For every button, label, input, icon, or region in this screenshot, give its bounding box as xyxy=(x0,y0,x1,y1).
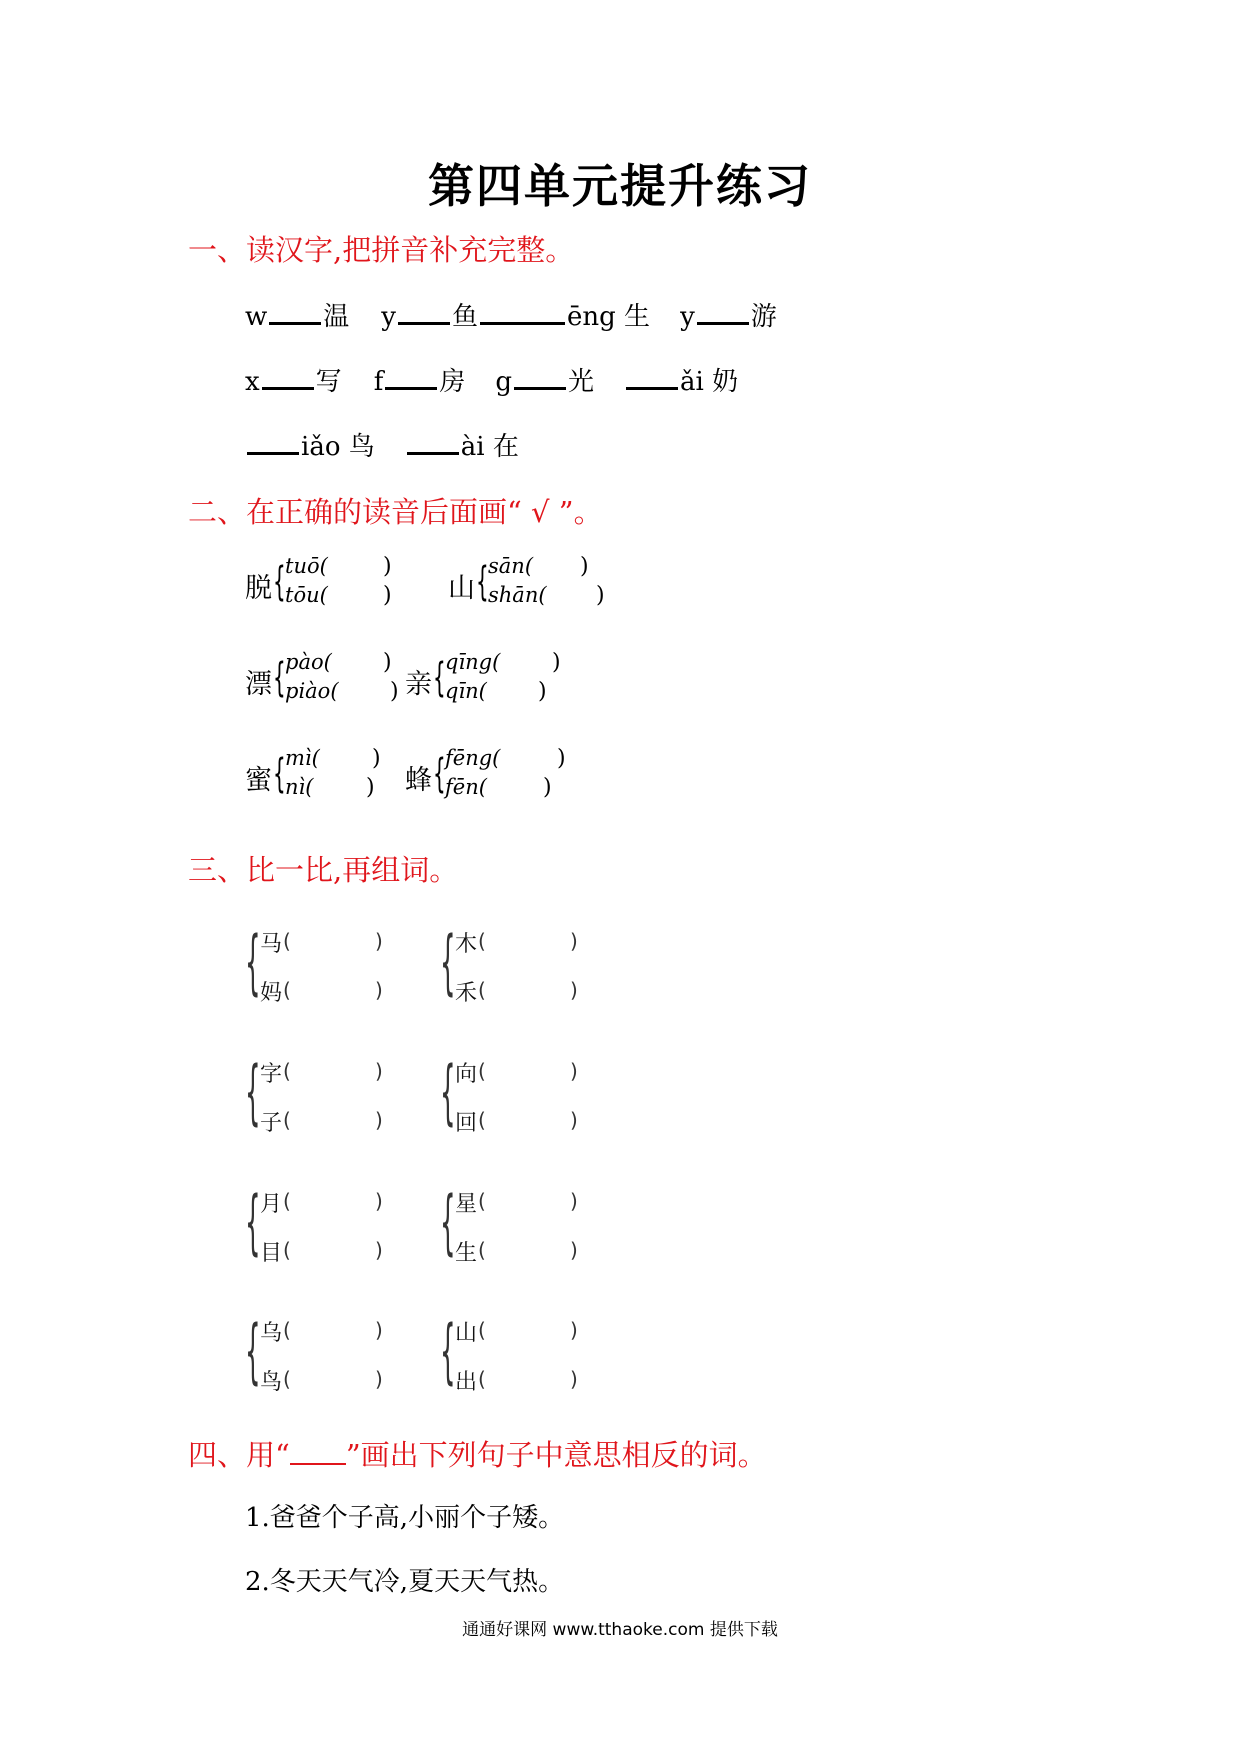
pinyin-blank[interactable] xyxy=(262,365,314,390)
hanzi-a: 山 xyxy=(455,1321,478,1346)
compare-pair xyxy=(440,1301,600,1401)
brace-icon: { xyxy=(273,559,286,605)
paren-close[interactable]: ) xyxy=(570,1059,578,1083)
brace-icon: { xyxy=(245,1181,261,1263)
paren-open: ( xyxy=(283,1367,291,1391)
paren-open: ( xyxy=(283,1189,291,1213)
hanzi-b: 子 xyxy=(260,1111,283,1136)
compare-pair xyxy=(440,912,600,1012)
brace-icon: { xyxy=(440,1310,456,1392)
paren-close[interactable]: ) xyxy=(557,746,566,771)
hanzi-b: 出 xyxy=(455,1370,478,1395)
hanzi-a: 马 xyxy=(260,932,283,957)
section-4-heading-pre: 四、用“ xyxy=(188,1438,290,1472)
section-4-heading-post: ”画出下列句子中意思相反的词。 xyxy=(345,1438,767,1472)
hanzi: 蜜 xyxy=(245,765,272,796)
paren-open: ( xyxy=(283,1059,291,1083)
pinyin-prefix: g xyxy=(495,367,512,397)
pinyin-suffix: ēng xyxy=(567,302,616,332)
hanzi-a: 木 xyxy=(455,932,478,957)
sentence-2: 2.冬天天气冷,夏天天气热。 xyxy=(245,1567,565,1597)
pinyin-option-b: shān( xyxy=(488,583,547,607)
brace-icon: { xyxy=(433,751,446,797)
pinyin-option-a: fēng( xyxy=(445,746,501,770)
hanzi: 温 xyxy=(323,302,350,332)
brace-icon: { xyxy=(245,1310,261,1392)
pinyin-row-2 xyxy=(245,361,738,398)
hanzi: 脱 xyxy=(245,573,272,604)
brace-icon: { xyxy=(273,655,286,701)
pinyin-blank[interactable] xyxy=(269,300,321,325)
paren-close[interactable]: ) xyxy=(375,1238,383,1262)
paren-close[interactable]: ) xyxy=(570,1367,578,1391)
brace-icon: { xyxy=(476,559,489,605)
paren-close[interactable]: ) xyxy=(570,1318,578,1342)
brace-icon: { xyxy=(440,921,456,1003)
paren-open: ( xyxy=(478,929,486,953)
paren-open: ( xyxy=(478,1367,486,1391)
paren-open: ( xyxy=(478,1189,486,1213)
pinyin-option-a: pào( xyxy=(285,650,332,674)
hanzi: 鸟 xyxy=(348,432,375,462)
section-2-heading: 二、在正确的读音后面画“ √ ”。 xyxy=(188,495,603,529)
pinyin-option-b: nì( xyxy=(285,775,314,799)
hanzi: 房 xyxy=(439,367,466,397)
pinyin-prefix: y xyxy=(381,302,396,332)
pinyin-suffix: ǎi xyxy=(680,367,704,397)
pinyin-prefix: y xyxy=(680,302,695,332)
brace-icon: { xyxy=(440,1181,456,1263)
paren-close[interactable]: ) xyxy=(580,554,589,579)
compare-pair xyxy=(245,1301,405,1401)
pinyin-blank[interactable] xyxy=(697,300,749,325)
pinyin-option-a: qīng( xyxy=(445,650,501,674)
paren-close[interactable]: ) xyxy=(570,1108,578,1132)
hanzi: 亲 xyxy=(405,669,432,700)
paren-close[interactable]: ) xyxy=(383,650,392,675)
paren-open: ( xyxy=(283,1108,291,1132)
paren-close[interactable]: ) xyxy=(552,650,561,675)
compare-pair xyxy=(245,912,405,1012)
hanzi-b: 目 xyxy=(260,1241,283,1266)
pinyin-row-3 xyxy=(245,426,519,463)
hanzi-b: 生 xyxy=(455,1241,478,1266)
pinyin-blank[interactable] xyxy=(407,430,459,455)
hanzi: 鱼 xyxy=(451,302,478,332)
paren-open: ( xyxy=(478,1238,486,1262)
paren-close[interactable]: ) xyxy=(570,978,578,1002)
hanzi: 漂 xyxy=(245,669,272,700)
hanzi-a: 乌 xyxy=(260,1321,283,1346)
compare-pair xyxy=(440,1042,600,1142)
paren-open: ( xyxy=(478,1059,486,1083)
paren-open: ( xyxy=(478,1108,486,1132)
pinyin-blank[interactable] xyxy=(514,365,566,390)
pinyin-blank[interactable] xyxy=(626,365,678,390)
paren-close[interactable]: ) xyxy=(383,554,392,579)
paren-close[interactable]: ) xyxy=(375,1059,383,1083)
paren-close[interactable]: ) xyxy=(375,978,383,1002)
paren-open: ( xyxy=(283,978,291,1002)
paren-close[interactable]: ) xyxy=(375,1367,383,1391)
hanzi: 写 xyxy=(315,367,342,397)
brace-icon: { xyxy=(245,1051,261,1133)
paren-open: ( xyxy=(283,1318,291,1342)
section-1-heading: 一、读汉字,把拼音补充完整。 xyxy=(188,233,575,267)
hanzi: 蜂 xyxy=(405,765,432,796)
hanzi: 在 xyxy=(492,432,519,462)
pinyin-prefix: f xyxy=(373,367,384,397)
pinyin-blank[interactable] xyxy=(480,300,565,325)
page-title: 第四单元提升练习 xyxy=(428,159,812,213)
hanzi: 光 xyxy=(567,367,594,397)
pinyin-option-b: qīn( xyxy=(445,679,487,703)
paren-close[interactable]: ) xyxy=(570,1238,578,1262)
paren-open: ( xyxy=(478,978,486,1002)
paren-close[interactable]: ) xyxy=(538,679,547,704)
sentence-1: 1.爸爸个子高,小丽个子矮。 xyxy=(245,1503,565,1533)
pinyin-option-b: fēn( xyxy=(445,775,487,799)
paren-close[interactable]: ) xyxy=(366,775,375,800)
paren-close[interactable]: ) xyxy=(375,1189,383,1213)
underline-sample xyxy=(290,1441,346,1465)
section-3-heading: 三、比一比,再组词。 xyxy=(188,853,459,887)
pinyin-blank[interactable] xyxy=(398,300,450,325)
brace-icon: { xyxy=(245,921,261,1003)
paren-close[interactable]: ) xyxy=(596,583,605,608)
pinyin-blank[interactable] xyxy=(385,365,437,390)
hanzi-a: 星 xyxy=(455,1192,478,1217)
hanzi-b: 回 xyxy=(455,1111,478,1136)
pinyin-option-a: mì( xyxy=(285,746,320,770)
pinyin-prefix: w xyxy=(245,302,268,332)
pinyin-option-a: sān( xyxy=(488,554,534,578)
hanzi-b: 禾 xyxy=(455,981,478,1006)
paren-open: ( xyxy=(283,1238,291,1262)
hanzi: 游 xyxy=(750,302,777,332)
footer-source: 通通好课网 www.tthaoke.com 提供下载 xyxy=(462,1620,778,1640)
compare-pair xyxy=(245,1042,405,1142)
hanzi-a: 字 xyxy=(260,1062,283,1087)
pinyin-option-b: piào( xyxy=(285,679,339,703)
paren-close[interactable]: ) xyxy=(570,929,578,953)
paren-close[interactable]: ) xyxy=(375,1108,383,1132)
pinyin-prefix: x xyxy=(245,367,260,397)
hanzi-b: 妈 xyxy=(260,981,283,1006)
paren-open: ( xyxy=(478,1318,486,1342)
paren-close[interactable]: ) xyxy=(543,775,552,800)
hanzi-a: 月 xyxy=(260,1192,283,1217)
hanzi-b: 鸟 xyxy=(260,1370,283,1395)
hanzi-a: 向 xyxy=(455,1062,478,1087)
paren-close[interactable]: ) xyxy=(383,583,392,608)
pinyin-blank[interactable] xyxy=(247,430,299,455)
brace-icon: { xyxy=(273,751,286,797)
paren-close[interactable]: ) xyxy=(372,746,381,771)
pinyin-option-a: tuō( xyxy=(285,554,328,578)
pinyin-option-b: tōu( xyxy=(285,583,328,607)
paren-close[interactable]: ) xyxy=(375,929,383,953)
brace-icon: { xyxy=(433,655,446,701)
paren-close[interactable]: ) xyxy=(375,1318,383,1342)
compare-pair xyxy=(245,1172,405,1272)
pinyin-row-1 xyxy=(245,296,777,333)
compare-pair xyxy=(440,1172,600,1272)
hanzi: 山 xyxy=(448,573,475,604)
section-4-heading xyxy=(188,1433,767,1474)
pinyin-suffix: iǎo xyxy=(301,432,341,462)
paren-close[interactable]: ) xyxy=(570,1189,578,1213)
hanzi: 生 xyxy=(624,302,651,332)
paren-close[interactable]: ) xyxy=(390,679,399,704)
paren-open: ( xyxy=(283,929,291,953)
pinyin-suffix: ài xyxy=(460,432,485,462)
hanzi: 奶 xyxy=(712,367,739,397)
brace-icon: { xyxy=(440,1051,456,1133)
